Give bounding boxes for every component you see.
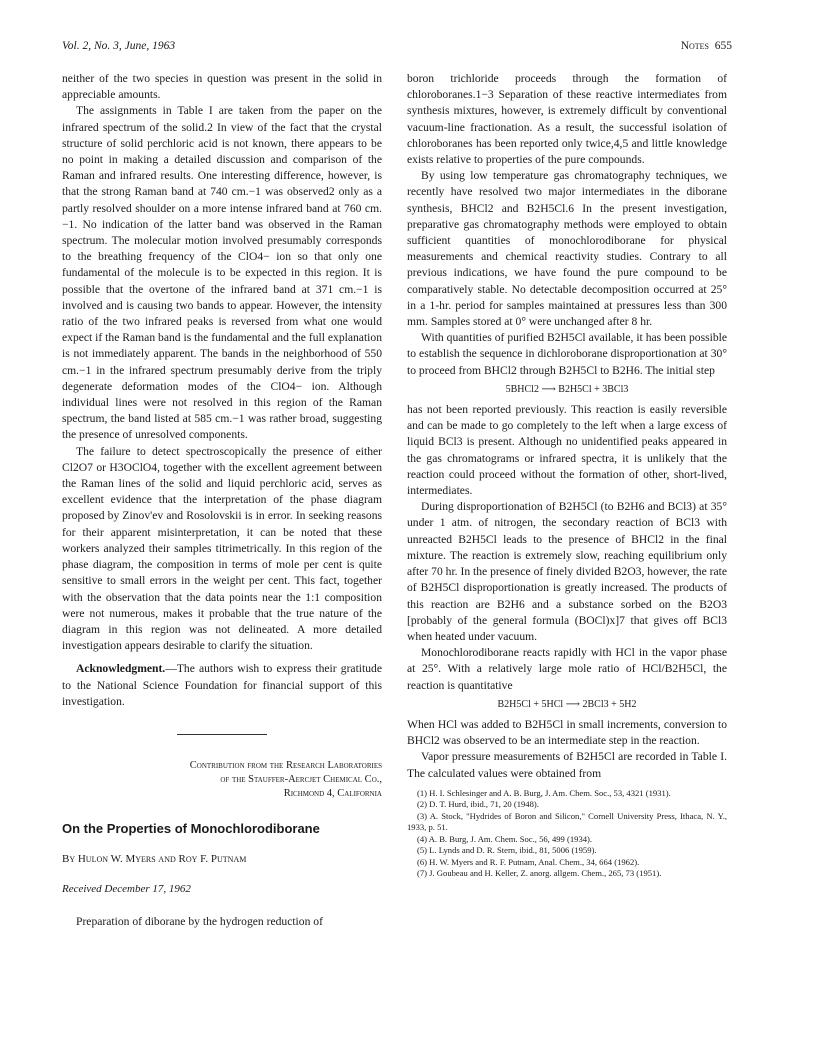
- section-label: Notes: [680, 40, 709, 52]
- running-header: [62, 40, 732, 56]
- reference-item: (7) J. Goubeau and H. Keller, Z. anorg. allgem. Chem., 265, 73 (1951).: [417, 868, 662, 879]
- paragraph: The assignments in Table I are taken from the paper on the infrared spectrum of the solid.2 In view of the fact that the crystal structure of solid perchloric acid is not known, there appears to be no point in making a detailed discussion and comparison of the Raman and infrared results. One interesting difference, however, is that the strong Raman band at 740 cm.−1 was observed2 only as a partly resolved shoulder on a more intense infrared band at 760 cm.−1. No indication of the latter band was observed in the Raman spectrum. The molecular motion involved presumably corresponds to the breathing frequency of the ClO4− ion so that only one fundamental of the molecule is to be expected in this region. It is possible that the overtone of the infrared band at 371 cm.−1 is involved and is causing two bands to appear. However, the intensity ratio of the two infrared peaks is reversed from what one would expect if the Raman band is the fundamental and the full explanation is not immediately apparent. The bands in the neighborhood of 550 cm.−1 in the infrared spectrum presumably derive from the triply degenerate deformation modes of the ClO4− ion. Although individual lines were not resolved in this region of the Raman spectrum, the band listed at 585 cm.−1 was rather broad, suggesting the presence of unresolved components.: [62, 104, 382, 442]
- section-divider: [177, 734, 267, 735]
- paragraph: With quantities of purified B2H5Cl available, it has been possible to establish the sequence in dichloroborane disproportionation at 30° to proceed from BHCl2 through B2H5Cl to B2H6. The initial step: [407, 331, 727, 377]
- page-number: 655: [714, 40, 732, 52]
- references: [407, 788, 727, 880]
- intro-paragraph: Preparation of diborane by the hydrogen reduction of: [76, 914, 323, 928]
- affiliation-line: Richmond 4, California: [283, 787, 382, 799]
- reference-item: (5) L. Lynds and D. R. Stern, ibid., 81, 5006 (1959).: [417, 845, 597, 856]
- paragraph: During disproportionation of B2H5Cl (to B2H6 and BCl3) at 35° under 1 atm. of nitrogen, the secondary reaction of BCl3 with unreacted B2H5Cl leads to the presence of BHCl2 in the final mixture. The reaction is extremely slow, reaching equilibrium only after 70 hr. In the presence of finely divided B2O3, however, the rate of B2H5Cl disproportionation is greatly increased. The products of this reaction are B2H6 and a substance sorbed on the B2O3 [probably of the general formula (BOCl)x]7 that gives off BCl3 when heated under vacuum.: [407, 500, 727, 643]
- reference-item: (1) H. I. Schlesinger and A. B. Burg, J. Am. Chem. Soc., 53, 4321 (1931).: [417, 787, 671, 798]
- equation-hcl-reaction: B2H5Cl + 5HCl ⟶ 2BCl3 + 5H2: [497, 698, 637, 710]
- author-byline: By Hulon W. Myers and Roy F. Putnam: [62, 853, 247, 866]
- reference-item: (3) A. Stock, "Hydrides of Boron and Silicon," Cornell University Press, Ithaca, N. Y., 1933, p. 51.: [407, 810, 727, 833]
- journal-volume-info: Vol. 2, No. 3, June, 1963: [62, 40, 176, 52]
- paragraph: has not been reported previously. This reaction is easily reversible and can be made to go completely to the left when a large excess of liquid BCl3 is present. Although no unidentified peaks appeared in the gas chromatograms or infrared spectra, it is unlikely that the reaction could proceed without the formation of other, short-lived, intermediates.: [407, 403, 727, 498]
- affiliation: [62, 759, 382, 801]
- reference-item: (2) D. T. Hurd, ibid., 71, 20 (1948).: [417, 799, 539, 810]
- affiliation-line: of the Stauffer-Aercjet Chemical Co.,: [220, 773, 382, 785]
- acknowledgment-label: Acknowledgment.: [76, 662, 166, 676]
- paragraph: boron trichloride proceeds through the formation of chloroboranes.1−3 Separation of these reactive intermediates from synthesis mixtures, however, is extremely difficult by conventional vacuum-line fractionation. As a result, the successful isolation of chloroboranes has been reported only twice,4,5 and little knowledge exists relative to properties of the pure compounds.: [407, 72, 727, 167]
- paragraph: The failure to detect spectroscopically the presence of either Cl2O7 or H3OClO4, together with the excellent agreement between the Raman lines of the solid and liquid perchloric acid, serves as excellent evidence that the interpretation of the phase diagram proposed by Zinov'ev and Rosolovskii is in error. In seeking reasons for their apparent misinterpretation, it can be noted that these workers analyzed their samples titrimetrically. In this region of the phase diagram, the composition in terms of mole per cent is quite sensitive to small errors in the weight per cent. This fact, together with the observation that the data points near the 1:1 composition were not numerous, makes it probable that the true nature of the diagram in this region was not delineated. A more detailed investigation appears desirable to clarify the situation.: [62, 444, 382, 653]
- acknowledgment-text: —The authors wish to express their gratitude to the National Science Foundation for financial support of this investigation.: [62, 662, 382, 708]
- right-column: [407, 71, 727, 880]
- left-column: [62, 71, 382, 930]
- paragraph: By using low temperature gas chromatography techniques, we recently have resolved two major intermediates in the diborane synthesis, BHCl2 and B2H5Cl.6 In the present investigation, preparative gas chromatography methods were employed to obtain sufficient quantities of monochlorodiborane for physical measurements and chemical reactivity studies. Contrary to all previous indications, we have found the pure compound to be comparatively stable. No detectable decomposition occurred at 25° in a 1-hr. period for samples maintained at pressures less than 300 mm. Samples stored at 0° were unchanged after 8 hr.: [407, 169, 727, 329]
- affiliation-line: Contribution from the Research Laboratories: [189, 759, 382, 771]
- received-date: Received December 17, 1962: [62, 883, 191, 896]
- acknowledgment: [62, 661, 382, 710]
- reference-item: (4) A. B. Burg, J. Am. Chem. Soc., 56, 499 (1934).: [417, 833, 593, 844]
- paragraph: When HCl was added to B2H5Cl in small increments, conversion to BHCl2 was observed to be an intermediate step in the reaction.: [407, 717, 727, 748]
- reference-item: (6) H. W. Myers and R. F. Putnam, Anal. Chem., 34, 664 (1962).: [417, 856, 640, 867]
- article-title: On the Properties of Monochlorodiborane: [62, 820, 320, 836]
- page-header-right: [681, 40, 732, 52]
- equation-disproportionation: 5BHCl2 ⟶ B2H5Cl + 3BCl3: [505, 383, 629, 395]
- paragraph: Monochlorodiborane reacts rapidly with HCl in the vapor phase at 25°. With a relatively large mole ratio of HCl/B2H5Cl, the reaction is quantitative: [407, 646, 727, 692]
- paragraph: Vapor pressure measurements of B2H5Cl are recorded in Table I. The calculated values were obtained from: [407, 750, 727, 780]
- paragraph: neither of the two species in question was present in the solid in appreciable amounts.: [62, 72, 382, 102]
